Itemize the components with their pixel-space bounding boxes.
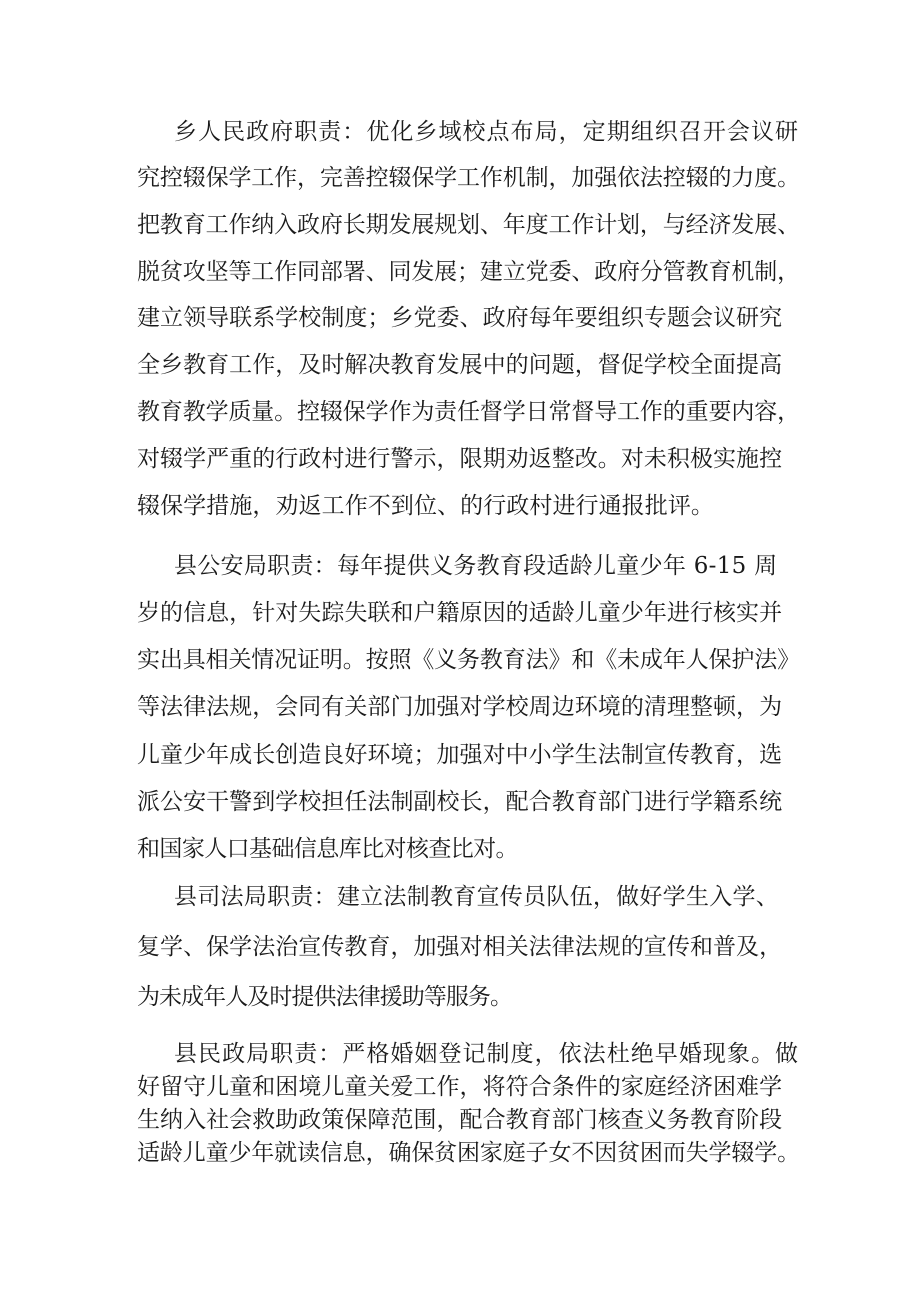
text-line: 派公安干警到学校担任法制副校长，配合教育部门进行学籍系统 — [137, 789, 783, 815]
text-line: 对辍学严重的行政村进行警示，限期劝返整改。对未积极实施控 — [137, 446, 783, 472]
text-line: 好留守儿童和困境儿童关爱工作，将符合条件的家庭经济困难学 — [137, 1074, 783, 1100]
text-line: 县民政局职责：严格婚姻登记制度，依法杜绝早婚现象。做 — [174, 1041, 800, 1067]
text-line: 脱贫攻坚等工作同部署、同发展；建立党委、政府分管教育机制， — [137, 259, 800, 285]
text-line: 复学、保学法治宣传教育，加强对相关法律法规的宣传和普及， — [137, 934, 783, 960]
text-line: 县司法局职责：建立法制教育宣传员队伍，做好学生入学、 — [174, 884, 780, 910]
text-line: 等法律法规，会同有关部门加强对学校周边环境的清理整顿，为 — [137, 694, 783, 720]
text-line: 适龄儿童少年就读信息，确保贫困家庭子女不因贫困而失学辍学。 — [137, 1140, 800, 1166]
text-line: 乡人民政府职责：优化乡域校点布局，定期组织召开会议研 — [174, 119, 800, 145]
text-line: 岁的信息，针对失踪失联和户籍原因的适龄儿童少年进行核实并 — [137, 600, 783, 626]
text-line: 为未成年人及时提供法律援助等服务。 — [137, 984, 513, 1010]
text-line: 生纳入社会救助政策保障范围，配合教育部门核查义务教育阶段 — [137, 1107, 783, 1133]
text-line: 实出具相关情况证明。按照《义务教育法》和《未成年人保护法》 — [137, 647, 800, 673]
text-line: 究控辍保学工作，完善控辍保学工作机制，加强依法控辍的力度。 — [137, 165, 800, 191]
text-line: 教育教学质量。控辍保学作为责任督学日常督导工作的重要内容， — [137, 399, 800, 425]
text-line: 儿童少年成长创造良好环境；加强对中小学生法制宣传教育，选 — [137, 742, 783, 768]
text-line: 建立领导联系学校制度；乡党委、政府每年要组织专题会议研究 — [137, 305, 783, 331]
text-line: 辍保学措施，劝返工作不到位、的行政村进行通报批评。 — [137, 493, 714, 519]
text-line: 把教育工作纳入政府长期发展规划、年度工作计划，与经济发展、 — [137, 212, 800, 238]
text-line: 和国家人口基础信息库比对核查比对。 — [137, 836, 518, 862]
text-line: 县公安局职责：每年提供义务教育段适龄儿童少年 6-15 周 — [174, 553, 778, 579]
text-line: 全乡教育工作，及时解决教育发展中的问题，督促学校全面提高 — [137, 352, 783, 378]
